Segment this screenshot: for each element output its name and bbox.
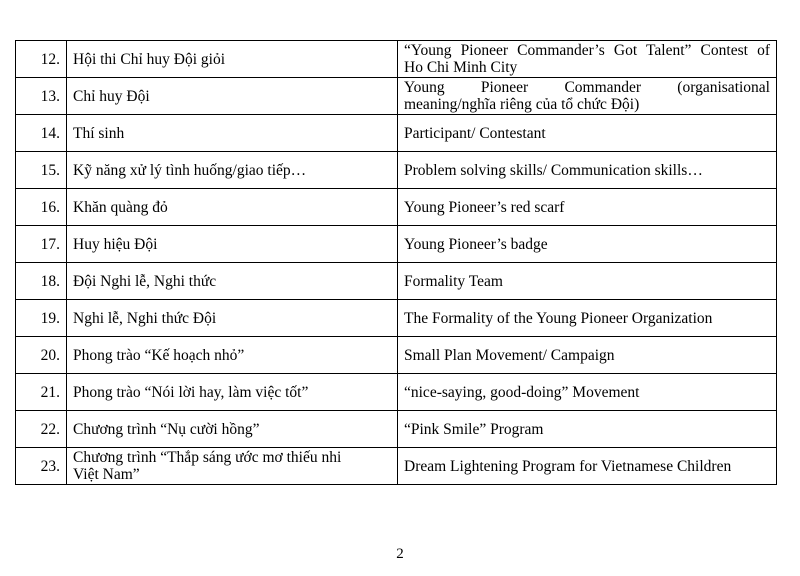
english-term-line: Young Pioneer Commander (organisational: [404, 79, 770, 96]
english-term: Participant/ Contestant: [398, 115, 777, 152]
row-number: 21.: [16, 374, 67, 411]
row-number: 17.: [16, 226, 67, 263]
row-number: 22.: [16, 411, 67, 448]
english-term: Young Pioneer’s red scarf: [398, 189, 777, 226]
english-term: Small Plan Movement/ Campaign: [398, 337, 777, 374]
vietnamese-term: Khăn quàng đỏ: [67, 189, 398, 226]
table-row: [16, 448, 777, 485]
english-term-line: meaning/nghĩa riêng của tổ chức Đội): [404, 96, 640, 113]
table-row: [16, 115, 777, 152]
english-term: Young Pioneer’s badge: [398, 226, 777, 263]
vietnamese-term-line: Việt Nam”: [73, 466, 140, 483]
vietnamese-term-line: Chương trình “Thắp sáng ước mơ thiếu nhi: [73, 449, 342, 466]
english-term: Formality Team: [398, 263, 777, 300]
glossary-table: [15, 40, 777, 485]
vietnamese-term: Đội Nghi lễ, Nghi thức: [67, 263, 398, 300]
row-number: 18.: [16, 263, 67, 300]
english-term: “nice-saying, good-doing” Movement: [398, 374, 777, 411]
table-row: [16, 374, 777, 411]
english-term: [398, 41, 777, 78]
row-number: 14.: [16, 115, 67, 152]
table-row: [16, 263, 777, 300]
english-term: Problem solving skills/ Communication skills…: [398, 152, 777, 189]
english-term: “Pink Smile” Program: [398, 411, 777, 448]
row-number: 23.: [16, 448, 67, 485]
table-row: [16, 226, 777, 263]
vietnamese-term: [67, 448, 398, 485]
row-number: 12.: [16, 41, 67, 78]
table-row: [16, 300, 777, 337]
table-row: [16, 189, 777, 226]
row-number: 19.: [16, 300, 67, 337]
vietnamese-term: Nghi lễ, Nghi thức Đội: [67, 300, 398, 337]
row-number: 13.: [16, 78, 67, 115]
page-number: 2: [396, 546, 404, 562]
vietnamese-term: Kỹ năng xử lý tình huống/giao tiếp…: [67, 152, 398, 189]
table-row: [16, 411, 777, 448]
table-row: [16, 337, 777, 374]
vietnamese-term: Chỉ huy Đội: [67, 78, 398, 115]
table-row: [16, 78, 777, 115]
vietnamese-term: Phong trào “Kế hoạch nhỏ”: [67, 337, 398, 374]
english-term-line: Ho Chi Minh City: [404, 59, 518, 76]
vietnamese-term: Chương trình “Nụ cười hồng”: [67, 411, 398, 448]
vietnamese-term: Phong trào “Nói lời hay, làm việc tốt”: [67, 374, 398, 411]
row-number: 16.: [16, 189, 67, 226]
vietnamese-term: Huy hiệu Đội: [67, 226, 398, 263]
table-row: [16, 152, 777, 189]
row-number: 20.: [16, 337, 67, 374]
row-number: 15.: [16, 152, 67, 189]
vietnamese-term: Hội thi Chỉ huy Đội giỏi: [67, 41, 398, 78]
english-term: [398, 78, 777, 115]
english-term-line: “Young Pioneer Commander’s Got Talent” Contest of: [404, 42, 770, 59]
table-row: [16, 41, 777, 78]
english-term: Dream Lightening Program for Vietnamese Children: [398, 448, 777, 485]
vietnamese-term: Thí sinh: [67, 115, 398, 152]
english-term: The Formality of the Young Pioneer Organization: [398, 300, 777, 337]
